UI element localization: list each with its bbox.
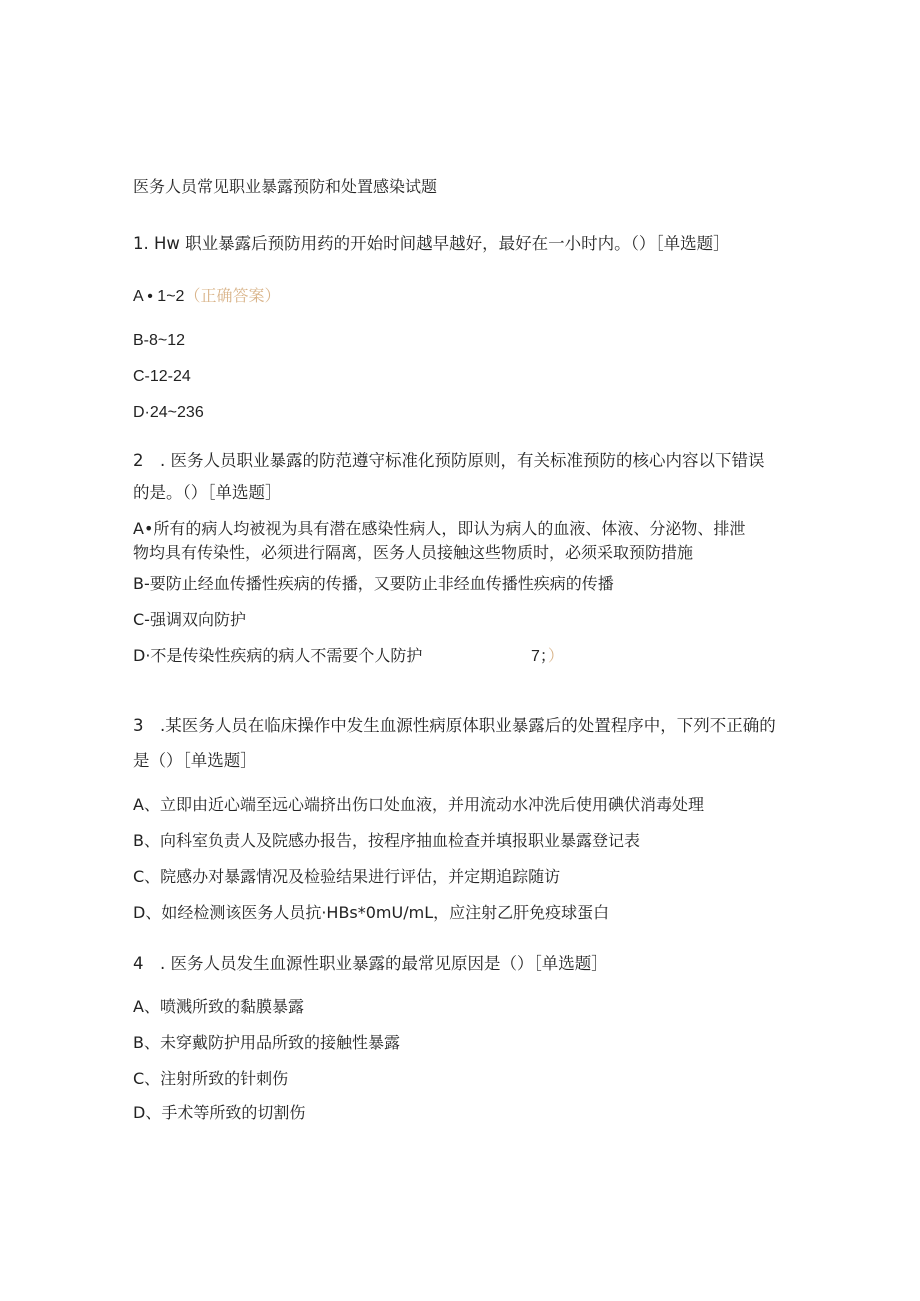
- question-2-option-d: D·不是传染性疾病的病人不需要个人防护: [133, 646, 423, 665]
- option-text: • 1~2: [142, 288, 185, 305]
- question-2-stem-line-1: 2 . 医务人员职业暴露的防范遵守标准化预防原则，有关标准预防的核心内容以下错误: [133, 451, 765, 470]
- doc-title: 医务人员常见职业暴露预防和处置感染试题: [133, 177, 438, 196]
- question-3-option-a: A、立即由近心端至远心端挤出伤口处血液，并用流动水冲洗后使用碘伏消毒处理: [133, 795, 704, 814]
- question-4-stem: 4 . 医务人员发生血源性职业暴露的最常见原因是（）［单选题］: [133, 954, 608, 973]
- question-4-option-d: D、手术等所致的切割伤: [133, 1103, 306, 1122]
- option-key: A: [133, 288, 143, 305]
- tail-mark: ）: [547, 646, 564, 665]
- question-2-option-a-line-1: A•所有的病人均被视为具有潜在感染性病人，即认为病人的血液、体液、分泌物、排泄: [133, 519, 746, 538]
- question-3-option-b: B、向科室负责人及院感办报告，按程序抽血检查并填报职业暴露登记表: [133, 831, 640, 850]
- question-2-option-c: C-强调双向防护: [133, 610, 246, 629]
- question-4-option-a: A、喷溅所致的黏膜暴露: [133, 997, 304, 1016]
- question-3-option-d: D、如经检测该医务人员抗·HBs*0mU∕mL，应注射乙肝免疫球蛋白: [133, 903, 610, 922]
- question-3-stem-line-1: 3 .某医务人员在临床操作中发生血源性病原体职业暴露后的处置程序中，下列不正确的: [133, 716, 776, 735]
- question-1-stem: 1. Hw 职业暴露后预防用药的开始时间越早越好，最好在一小时内。（）［单选题］: [133, 234, 730, 253]
- question-3-stem-line-2: 是（）［单选题］: [133, 751, 257, 770]
- question-3-option-c: C、院感办对暴露情况及检验结果进行评估，并定期追踪随访: [133, 867, 561, 886]
- question-4-option-b: B、未穿戴防护用品所致的接触性暴露: [133, 1033, 400, 1052]
- question-1-option-b: B-8~12: [133, 332, 186, 349]
- question-1-option-c: C-12-24: [133, 368, 191, 385]
- question-4-option-c: C、注射所致的针刺伤: [133, 1069, 289, 1088]
- question-1-option-d: D·24~236: [133, 404, 204, 421]
- question-1-option-a: [133, 285, 280, 308]
- question-2-option-b: B-要防止经血传播性疾病的传播，又要防止非经血传播性疾病的传播: [133, 574, 614, 593]
- question-2-option-d-tail: [531, 645, 564, 668]
- question-2-stem-line-2: 的是。（）［单选题］: [133, 483, 282, 502]
- question-2-option-a-line-2: 物均具有传染性，必须进行隔离，医务人员接触这些物质时，必须采取预防措施: [133, 543, 694, 562]
- tail-number: 7；: [531, 648, 548, 665]
- correct-answer-label: （正确答案）: [184, 286, 281, 305]
